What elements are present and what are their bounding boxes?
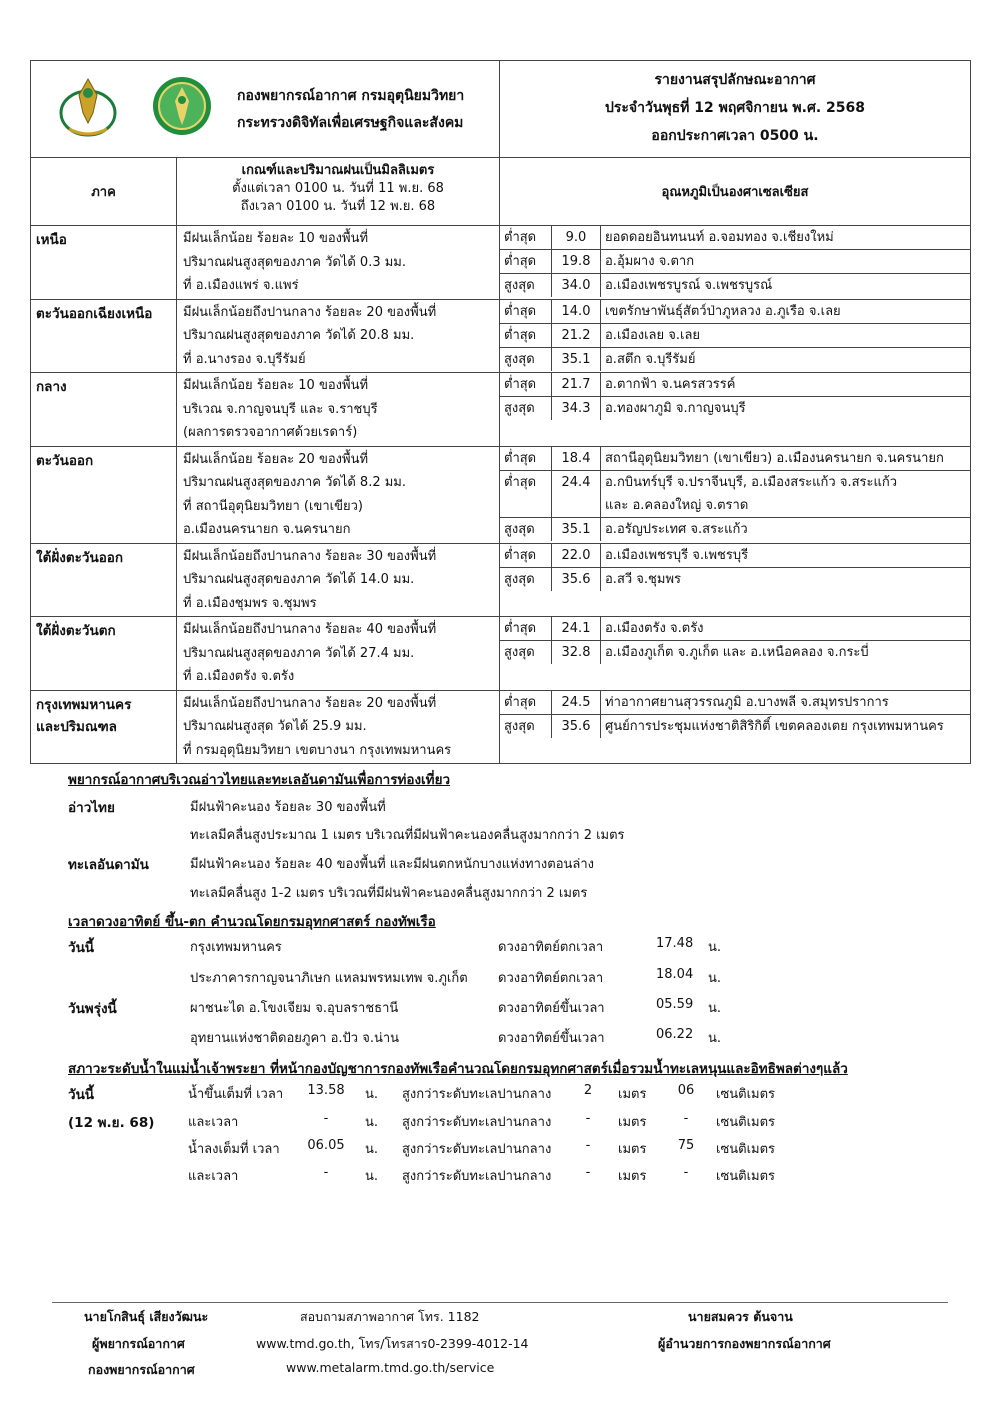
- rain-title: เกณฑ์และปริมาณฝนเป็นมิลลิเมตร: [241, 163, 435, 178]
- rain-description: [177, 543, 500, 617]
- gulf-label: อ่าวไทย: [68, 800, 115, 816]
- temp-location-line: อ.ทองผาภูมิ จ.กาญจนบุรี: [605, 401, 746, 416]
- footer-divider: [52, 1302, 948, 1303]
- temp-location: [601, 567, 971, 591]
- temp-value: 35.1: [552, 517, 601, 541]
- andaman-line2: ทะเลมีคลื่นสูง 1-2 เมตร บริเวณที่มีฝนฟ้าคะนองคลื่นสูงมากกว่า 2 เมตร: [190, 886, 588, 901]
- sun-event: ดวงอาทิตย์ตกเวลา: [498, 971, 604, 986]
- temp-location: [601, 300, 971, 324]
- tide-centimeter-unit: เซนติเมตร: [716, 1142, 776, 1157]
- forecaster-org: กองพยากรณ์อากาศ: [88, 1362, 195, 1377]
- temp-value: 21.7: [552, 373, 601, 397]
- tide-meter-unit: เมตร: [618, 1169, 647, 1184]
- rain-line: มีฝนเล็กน้อย ร้อยละ 10 ของพื้นที่: [183, 378, 369, 393]
- marine-title: พยากรณ์อากาศบริเวณอ่าวไทยและทะเลอันดามันเพื่อการท่องเที่ยว: [68, 772, 451, 788]
- temperature-row: [500, 470, 970, 517]
- temp-location-line: อ.กบินทร์บุรี จ.ปราจีนบุรี, อ.เมืองสระแก้ว จ.สระแก้ว: [605, 474, 898, 490]
- director-role: ผู้อำนวยการกองพยากรณ์อากาศ: [658, 1336, 831, 1351]
- rain-line: ที่ กรมอุตุนิยมวิทยา เขตบางนา กรุงเทพมหานคร: [183, 742, 452, 758]
- rain-line: ที่ สถานีอุตุนิยมวิทยา (เขาเขียว): [183, 498, 363, 514]
- temp-value: 24.4: [552, 470, 601, 517]
- temp-location: [601, 517, 971, 541]
- temp-value: 32.8: [552, 641, 601, 665]
- weather-summary-table: [30, 60, 971, 764]
- temperature-row: [500, 373, 970, 397]
- tide-time-unit: น.: [365, 1087, 379, 1102]
- report-time: ออกประกาศเวลา 0500 น.: [651, 128, 819, 144]
- rain-line: ที่ อ.เมืองตรัง จ.ตรัง: [183, 669, 295, 684]
- temp-location-line: อ.เมืองเพชรบุรี จ.เพชรบุรี: [605, 547, 749, 563]
- rain-description: [177, 617, 500, 691]
- temp-value: 9.0: [552, 226, 601, 250]
- temp-location: [601, 226, 971, 250]
- region-name: กลาง: [31, 373, 177, 447]
- report-date: ประจำวันพุธที่ 12 พฤศจิกายน พ.ศ. 2568: [604, 100, 866, 116]
- contact-website[interactable]: www.tmd.go.th, โทร/โทรสาร0-2399-4012-14: [256, 1336, 529, 1351]
- rain-line: ปริมาณฝนสูงสุดของภาค วัดได้ 14.0 มม.: [183, 572, 415, 587]
- tide-date-label: (12 พ.ย. 68): [68, 1115, 155, 1131]
- org-line2: กระทรวงดิจิทัลเพื่อเศรษฐกิจและสังคม: [237, 115, 464, 131]
- andaman-label: ทะเลอันดามัน: [68, 857, 149, 873]
- tide-label: และเวลา: [188, 1115, 239, 1130]
- temperature-row: [500, 617, 970, 641]
- temp-kind: สูงสุด: [500, 517, 552, 541]
- rain-line: ปริมาณฝนสูงสุด วัดได้ 25.9 มม.: [183, 719, 367, 734]
- temperature-cell: [500, 226, 971, 300]
- forecaster-name: นายโกสินธุ์ เสียงวัฒนะ: [84, 1309, 209, 1324]
- sun-event: ดวงอาทิตย์ขึ้นเวลา: [498, 1031, 605, 1046]
- temperature-row: [500, 691, 970, 715]
- temp-value: 35.6: [552, 714, 601, 738]
- sun-unit: น.: [708, 1031, 722, 1046]
- rain-line: ที่ อ.เมืองชุมพร จ.ชุมพร: [183, 595, 317, 611]
- rain-line: อ.เมืองนครนายก จ.นครนายก: [183, 522, 351, 537]
- rain-line: มีฝนเล็กน้อยถึงปานกลาง ร้อยละ 30 ของพื้นที่: [183, 548, 437, 564]
- sun-time: 17.48: [656, 936, 694, 951]
- rain-line: มีฝนเล็กน้อย ร้อยละ 20 ของพื้นที่: [183, 451, 369, 467]
- temp-location-line: ศูนย์การประชุมแห่งชาติสิริกิติ์ เขตคลองเตย กรุงเทพมหานคร: [605, 718, 944, 734]
- tide-time: -: [323, 1111, 329, 1126]
- tide-meters: -: [585, 1165, 591, 1180]
- sun-time: 05.59: [656, 997, 694, 1012]
- region-row: [31, 299, 971, 373]
- temp-kind: สูงสุด: [500, 274, 552, 298]
- temp-kind: ต่ำสุด: [500, 226, 552, 250]
- tide-time-unit: น.: [365, 1142, 379, 1157]
- temp-location-line: อ.สตึก จ.บุรีรัมย์: [605, 351, 696, 367]
- temperature-cell: [500, 690, 971, 764]
- temperature-row: [500, 347, 970, 371]
- tide-reference: สูงกว่าระดับทะเลปานกลาง: [402, 1169, 552, 1184]
- temp-location: [601, 544, 971, 568]
- temp-kind: สูงสุด: [500, 641, 552, 665]
- tide-centimeter-unit: เซนติเมตร: [716, 1087, 776, 1102]
- tide-reference: สูงกว่าระดับทะเลปานกลาง: [402, 1115, 552, 1130]
- rain-line: ปริมาณฝนสูงสุดของภาค วัดได้ 27.4 มม.: [183, 645, 415, 661]
- rain-column-header: [177, 158, 500, 226]
- temperature-row: [500, 714, 970, 738]
- temp-location: [601, 323, 971, 347]
- temp-location-line: อ.เมืองตรัง จ.ตรัง: [605, 621, 704, 636]
- temperature-row: [500, 567, 970, 591]
- temp-location-line: และ อ.คลองใหญ่ จ.ตราด: [605, 497, 749, 513]
- temperature-cell: [500, 617, 971, 691]
- temp-location: [601, 397, 971, 421]
- sun-place: ผาชนะได อ.โขงเจียม จ.อุบลราชธานี: [190, 1001, 399, 1016]
- temp-location: [601, 617, 971, 641]
- tide-reference: สูงกว่าระดับทะเลปานกลาง: [402, 1087, 552, 1102]
- temp-value: 21.2: [552, 323, 601, 347]
- temp-kind: ต่ำสุด: [500, 544, 552, 568]
- sun-unit: น.: [708, 971, 722, 986]
- temperature-row: [500, 250, 970, 274]
- temperature-cell: [500, 299, 971, 373]
- rain-description: [177, 226, 500, 300]
- org-line1: กองพยากรณ์อากาศ กรมอุตุนิยมวิทยา: [237, 88, 465, 104]
- temperature-row: [500, 517, 970, 541]
- region-name: เหนือ: [31, 226, 177, 300]
- temperature-table: [500, 544, 970, 591]
- temp-location-line: ท่าอากาศยานสุวรรณภูมิ อ.บางพลี จ.สมุทรปราการ: [605, 694, 889, 710]
- temp-kind: ต่ำสุด: [500, 447, 552, 471]
- temperature-table: [500, 300, 970, 371]
- tide-label: น้ำลงเต็มที่ เวลา: [188, 1142, 280, 1157]
- sun-time: 06.22: [656, 1027, 694, 1042]
- temp-location-line: อ.ตากฟ้า จ.นครสวรรค์: [605, 377, 736, 392]
- temp-kind: ต่ำสุด: [500, 250, 552, 274]
- contact-phone: สอบถามสภาพอากาศ โทร. 1182: [300, 1309, 480, 1324]
- temp-location: [601, 373, 971, 397]
- region-row: [31, 690, 971, 764]
- temp-value: 35.1: [552, 347, 601, 371]
- sun-time: 18.04: [656, 967, 694, 982]
- tide-meters: -: [585, 1111, 591, 1126]
- tide-label: น้ำขึ้นเต็มที่ เวลา: [188, 1087, 284, 1102]
- tide-today-label: วันนี้: [68, 1087, 95, 1103]
- contact-service-url[interactable]: www.metalarm.tmd.go.th/service: [286, 1360, 495, 1375]
- temp-kind: ต่ำสุด: [500, 617, 552, 641]
- temp-column-header: อุณหภูมิเป็นองศาเซลเซียส: [500, 158, 971, 226]
- rain-description: [177, 373, 500, 447]
- sun-today-label: วันนี้: [68, 940, 95, 956]
- tide-reference: สูงกว่าระดับทะเลปานกลาง: [402, 1142, 552, 1157]
- region-name: ใต้ฝั่งตะวันออก: [31, 543, 177, 617]
- temp-value: 34.3: [552, 397, 601, 421]
- rain-line: ปริมาณฝนสูงสุดของภาค วัดได้ 20.8 มม.: [183, 328, 415, 343]
- temperature-row: [500, 226, 970, 250]
- tide-time-unit: น.: [365, 1169, 379, 1184]
- ministry-logo-icon: [57, 73, 119, 139]
- region-name: กรุงเทพมหานคร และปริมณฑล: [31, 690, 177, 764]
- temp-kind: ต่ำสุด: [500, 691, 552, 715]
- tide-title: สภาวะระดับน้ำในแม่น้ำเจ้าพระยา ที่หน้ากองบัญชาการกองทัพเรือคำนวณโดยกรมอุทกศาสตร์เมื่อรวมน้ำทะเลหนุนและอิทธิพลต่างๆแล้ว: [68, 1061, 848, 1077]
- temp-location: [601, 714, 971, 738]
- temp-location: [601, 641, 971, 665]
- tide-meter-unit: เมตร: [618, 1115, 647, 1130]
- sun-unit: น.: [708, 940, 722, 955]
- tide-centimeters: 06: [677, 1083, 695, 1098]
- region-name: ใต้ฝั่งตะวันตก: [31, 617, 177, 691]
- forecaster-role: ผู้พยากรณ์อากาศ: [92, 1336, 185, 1351]
- temperature-cell: [500, 543, 971, 617]
- rain-line: (ผลการตรวจอากาศด้วยเรดาร์): [183, 425, 358, 440]
- tide-meter-unit: เมตร: [618, 1087, 647, 1102]
- temp-kind: ต่ำสุด: [500, 373, 552, 397]
- temperature-table: [500, 691, 970, 738]
- region-rows: [31, 226, 971, 764]
- rain-line: มีฝนเล็กน้อยถึงปานกลาง ร้อยละ 20 ของพื้นที่: [183, 304, 437, 320]
- sun-title: เวลาดวงอาทิตย์ ขึ้น-ตก คำนวณโดยกรมอุทกศาสตร์ กองทัพเรือ: [68, 914, 436, 930]
- tide-meters: 2: [583, 1083, 593, 1098]
- header-report-cell: [500, 61, 971, 158]
- temperature-table: [500, 373, 970, 420]
- temp-location: [601, 447, 971, 471]
- temperature-row: [500, 274, 970, 298]
- rain-line: บริเวณ จ.กาญจนบุรี และ จ.ราชบุรี: [183, 401, 378, 417]
- tide-meters: -: [585, 1138, 591, 1153]
- temperature-table: [500, 447, 970, 541]
- header-org-cell: [31, 61, 500, 158]
- temp-value: 14.0: [552, 300, 601, 324]
- temp-value: 24.5: [552, 691, 601, 715]
- andaman-line1: มีฝนฟ้าคะนอง ร้อยละ 40 ของพื้นที่ และมีฝนตกหนักบางแห่งทางตอนล่าง: [190, 857, 594, 872]
- temp-value: 24.1: [552, 617, 601, 641]
- temp-location-line: เขตรักษาพันธุ์สัตว์ป่าภูหลวง อ.ภูเรือ จ.เลย: [605, 303, 841, 319]
- region-row: [31, 226, 971, 300]
- sun-event: ดวงอาทิตย์ขึ้นเวลา: [498, 1001, 605, 1016]
- sun-event: ดวงอาทิตย์ตกเวลา: [498, 940, 604, 955]
- temperature-table: [500, 226, 970, 297]
- temp-kind: สูงสุด: [500, 347, 552, 371]
- rain-line: ที่ อ.นางรอง จ.บุรีรัมย์: [183, 351, 306, 367]
- tide-centimeter-unit: เซนติเมตร: [716, 1169, 776, 1184]
- temperature-cell: [500, 446, 971, 543]
- rain-line: ที่ อ.เมืองแพร่ จ.แพร่: [183, 278, 299, 293]
- sun-tomorrow-label: วันพรุ่งนี้: [68, 1001, 117, 1017]
- rain-line: มีฝนเล็กน้อย ร้อยละ 10 ของพื้นที่: [183, 231, 369, 246]
- tide-centimeters: 75: [677, 1138, 695, 1153]
- sun-unit: น.: [708, 1001, 722, 1016]
- region-row: [31, 617, 971, 691]
- temp-location-line: ยอดดอยอินทนนท์ อ.จอมทอง จ.เชียงใหม่: [605, 230, 834, 245]
- temp-value: 35.6: [552, 567, 601, 591]
- rain-description: [177, 690, 500, 764]
- temp-location-line: อ.สวี จ.ชุมพร: [605, 571, 682, 587]
- gulf-line1: มีฝนฟ้าคะนอง ร้อยละ 30 ของพื้นที่: [190, 800, 386, 815]
- rain-line: มีฝนเล็กน้อยถึงปานกลาง ร้อยละ 20 ของพื้นที่: [183, 695, 437, 711]
- tide-meter-unit: เมตร: [618, 1142, 647, 1157]
- director-name: นายสมควร ต้นจาน: [688, 1309, 793, 1324]
- temp-location: [601, 691, 971, 715]
- temperature-row: [500, 447, 970, 471]
- tide-centimeter-unit: เซนติเมตร: [716, 1115, 776, 1130]
- region-row: [31, 446, 971, 543]
- rain-line: ปริมาณฝนสูงสุดของภาค วัดได้ 0.3 มม.: [183, 254, 406, 270]
- report-title: รายงานสรุปลักษณะอากาศ: [654, 72, 816, 88]
- org-name: [237, 83, 464, 137]
- temperature-cell: [500, 373, 971, 447]
- temp-location: [601, 250, 971, 274]
- sun-place: ประภาคารกาญจนาภิเษก แหลมพรหมเทพ จ.ภูเก็ต: [190, 971, 468, 986]
- temperature-row: [500, 300, 970, 324]
- temp-location-line: อ.เมืองภูเก็ต จ.ภูเก็ต และ อ.เหนือคลอง จ.กระบี่: [605, 645, 869, 660]
- temp-kind: สูงสุด: [500, 714, 552, 738]
- region-name: ตะวันออก: [31, 446, 177, 543]
- region-row: [31, 543, 971, 617]
- temp-value: 34.0: [552, 274, 601, 298]
- sun-place: กรุงเทพมหานคร: [190, 940, 282, 955]
- temp-location-line: อ.เมืองเพชรบูรณ์ จ.เพชรบูรณ์: [605, 278, 773, 293]
- sun-place: อุทยานแห่งชาติดอยภูคา อ.ปัว จ.น่าน: [190, 1031, 400, 1046]
- temp-value: 22.0: [552, 544, 601, 568]
- rain-from: ตั้งแต่เวลา 0100 น. วันที่ 11 พ.ย. 68: [232, 181, 444, 196]
- temperature-row: [500, 397, 970, 421]
- temperature-table: [500, 617, 970, 664]
- region-row: [31, 373, 971, 447]
- temp-kind: ต่ำสุด: [500, 470, 552, 517]
- temp-value: 19.8: [552, 250, 601, 274]
- tmd-logo-icon: [151, 73, 213, 139]
- temp-kind: สูงสุด: [500, 567, 552, 591]
- region-name: ตะวันออกเฉียงเหนือ: [31, 299, 177, 373]
- temperature-row: [500, 641, 970, 665]
- tide-time: -: [323, 1165, 329, 1180]
- temp-location-line: อ.อุ้มผาง จ.ตาก: [605, 254, 695, 269]
- temperature-row: [500, 323, 970, 347]
- temp-location-line: อ.อรัญประเทศ จ.สระแก้ว: [605, 521, 748, 537]
- rain-description: [177, 299, 500, 373]
- temp-value: 18.4: [552, 447, 601, 471]
- tide-label: และเวลา: [188, 1169, 239, 1184]
- temperature-row: [500, 544, 970, 568]
- temp-location-line: สถานีอุตุนิยมวิทยา (เขาเขียว) อ.เมืองนครนายก จ.นครนายก: [605, 450, 944, 466]
- tide-time-unit: น.: [365, 1115, 379, 1130]
- tide-centimeters: -: [683, 1165, 689, 1180]
- temp-kind: ต่ำสุด: [500, 300, 552, 324]
- rain-line: ปริมาณฝนสูงสุดของภาค วัดได้ 8.2 มม.: [183, 475, 406, 490]
- tide-time: 13.58: [307, 1083, 345, 1098]
- temp-location: [601, 347, 971, 371]
- temp-location-line: อ.เมืองเลย จ.เลย: [605, 327, 701, 343]
- temp-kind: สูงสุด: [500, 397, 552, 421]
- temp-location: [601, 470, 971, 517]
- rain-description: [177, 446, 500, 543]
- rain-to: ถึงเวลา 0100 น. วันที่ 12 พ.ย. 68: [240, 199, 436, 214]
- gulf-line2: ทะเลมีคลื่นสูงประมาณ 1 เมตร บริเวณที่มีฝนฟ้าคะนองคลื่นสูงมากกว่า 2 เมตร: [190, 828, 625, 843]
- region-column-header: ภาค: [31, 158, 177, 226]
- rain-line: มีฝนเล็กน้อยถึงปานกลาง ร้อยละ 40 ของพื้นที่: [183, 622, 437, 637]
- temp-kind: ต่ำสุด: [500, 323, 552, 347]
- tide-time: 06.05: [307, 1138, 345, 1153]
- tide-centimeters: -: [683, 1111, 689, 1126]
- temp-location: [601, 274, 971, 298]
